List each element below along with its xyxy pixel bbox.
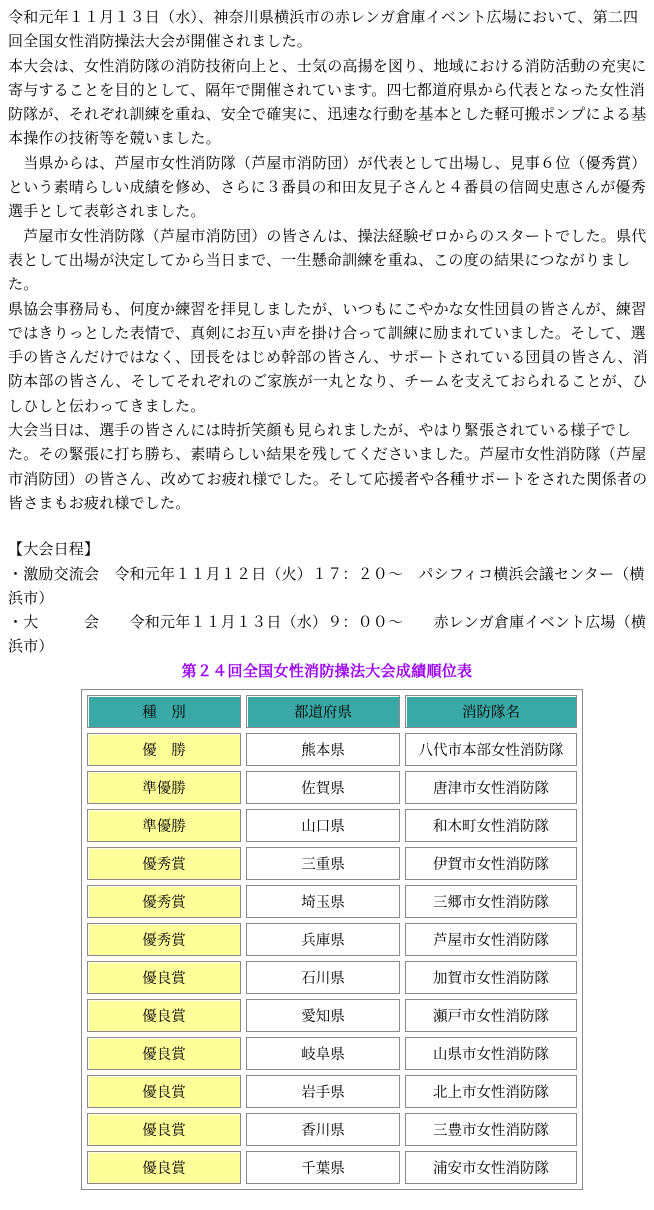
- cell-team: 浦安市女性消防隊: [405, 1151, 577, 1184]
- table-row: [87, 1113, 577, 1146]
- cell-category: 優良賞: [87, 1113, 241, 1146]
- cell-prefecture: 佐賀県: [246, 771, 400, 804]
- cell-category: 優良賞: [87, 1037, 241, 1070]
- cell-prefecture: 岐阜県: [246, 1037, 400, 1070]
- cell-prefecture: 岩手県: [246, 1075, 400, 1108]
- results-table-title: 第２４回全国女性消防操法大会成績順位表: [181, 662, 473, 680]
- cell-prefecture: 兵庫県: [246, 923, 400, 956]
- table-row: [87, 1075, 577, 1108]
- article-body: [8, 5, 650, 659]
- cell-team: 三豊市女性消防隊: [405, 1113, 577, 1146]
- cell-prefecture: 埼玉県: [246, 885, 400, 918]
- cell-category: 優良賞: [87, 961, 241, 994]
- cell-prefecture: 愛知県: [246, 999, 400, 1032]
- article-paragraph: 大会当日は、選手の皆さんには時折笑顔も見られましたが、やはり緊張されている様子でした。その緊張に打ち勝ち、素晴らしい結果を残してくださいました。芦屋市女性消防隊（芦屋市消防団）の皆さん、改めてお疲れ様でした。そして応援者や各種サポートをされた関係者の皆さまもお疲れ様でした。: [8, 421, 648, 512]
- cell-category: 準優勝: [87, 809, 241, 842]
- table-row: [87, 771, 577, 804]
- cell-category: 優良賞: [87, 1075, 241, 1108]
- results-table-body: [87, 733, 577, 1184]
- cell-team: 三郷市女性消防隊: [405, 885, 577, 918]
- cell-category: 優良賞: [87, 1151, 241, 1184]
- table-row: [87, 733, 577, 766]
- article-paragraph: 県協会事務局も、何度か練習を拝見しましたが、いつもにこやかな女性団員の皆さんが、練習ではきりっとした表情で、真剣にお互い声を掛け合って訓練に励まれていました。そして、選手の皆さんだけではなく、団長をはじめ幹部の皆さん、サポートされている団員の皆さん、消防本部の皆さん、そしてそれぞれのご家族が一丸となり、チームを支えておられることが、ひしひしと伝わってきました。: [8, 299, 648, 415]
- article-paragraph: 当県からは、芦屋市女性消防隊（芦屋市消防団）が代表として出場し、見事６位（優秀賞）という素晴らしい成績を修め、さらに３番員の和田友見子さんと４番員の信岡史恵さんが優秀選手として表彰されました。: [8, 153, 647, 221]
- table-row: [87, 885, 577, 918]
- cell-category: 優秀賞: [87, 847, 241, 880]
- table-row: [87, 923, 577, 956]
- cell-prefecture: 熊本県: [246, 733, 400, 766]
- header-prefecture: 都道府県: [246, 695, 400, 728]
- article-paragraph: 令和元年１１月１３日（水）、神奈川県横浜市の赤レンガ倉庫イベント広場において、第二四回全国女性消防操法大会が開催されました。: [8, 8, 639, 51]
- table-row: [87, 1037, 577, 1070]
- schedule-item: ・激励交流会 令和元年１１月１２日（火）１７：２０～ パシフィコ横浜会議センター（横浜市）: [8, 564, 645, 607]
- cell-team: 伊賀市女性消防隊: [405, 847, 577, 880]
- cell-team: 北上市女性消防隊: [405, 1075, 577, 1108]
- cell-category: 優 勝: [87, 733, 241, 766]
- table-row: [87, 999, 577, 1032]
- cell-prefecture: 三重県: [246, 847, 400, 880]
- cell-prefecture: 香川県: [246, 1113, 400, 1146]
- cell-category: 準優勝: [87, 771, 241, 804]
- schedule-item: ・大 会 令和元年１１月１３日（水）９：００～ 赤レンガ倉庫イベント広場（横浜市）: [8, 613, 647, 656]
- cell-prefecture: 山口県: [246, 809, 400, 842]
- cell-category: 優秀賞: [87, 923, 241, 956]
- cell-team: 加賀市女性消防隊: [405, 961, 577, 994]
- table-row: [87, 847, 577, 880]
- schedule-heading: 【大会日程】: [8, 540, 100, 559]
- cell-category: 優良賞: [87, 999, 241, 1032]
- cell-team: 瀬戸市女性消防隊: [405, 999, 577, 1032]
- cell-prefecture: 千葉県: [246, 1151, 400, 1184]
- cell-team: 芦屋市女性消防隊: [405, 923, 577, 956]
- table-row: [87, 809, 577, 842]
- table-row: [87, 1151, 577, 1184]
- cell-category: 優秀賞: [87, 885, 241, 918]
- article-paragraph: 本大会は、女性消防隊の消防技術向上と、士気の高揚を図り、地域における消防活動の充実に寄与することを目的として、隔年で開催されています。四七都道府県から代表となった女性消防隊が、それぞれ訓練を重ね、安全で確実に、迅速な行動を基本とした軽可搬ポンプによる基本操作の技術等を競いました。: [8, 56, 647, 148]
- results-table: [81, 689, 583, 1190]
- header-team: 消防隊名: [405, 695, 577, 728]
- schedule-section: [8, 537, 650, 658]
- table-header-row: [87, 695, 577, 728]
- cell-team: 山県市女性消防隊: [405, 1037, 577, 1070]
- cell-team: 八代市本部女性消防隊: [405, 733, 577, 766]
- header-category: 種 別: [87, 695, 241, 728]
- article-paragraph: 芦屋市女性消防隊（芦屋市消防団）の皆さんは、操法経験ゼロからのスタートでした。県代表として出場が決定してから当日まで、一生懸命訓練を重ね、この度の結果につながりました。: [8, 226, 647, 294]
- table-row: [87, 961, 577, 994]
- cell-prefecture: 石川県: [246, 961, 400, 994]
- cell-team: 唐津市女性消防隊: [405, 771, 577, 804]
- cell-team: 和木町女性消防隊: [405, 809, 577, 842]
